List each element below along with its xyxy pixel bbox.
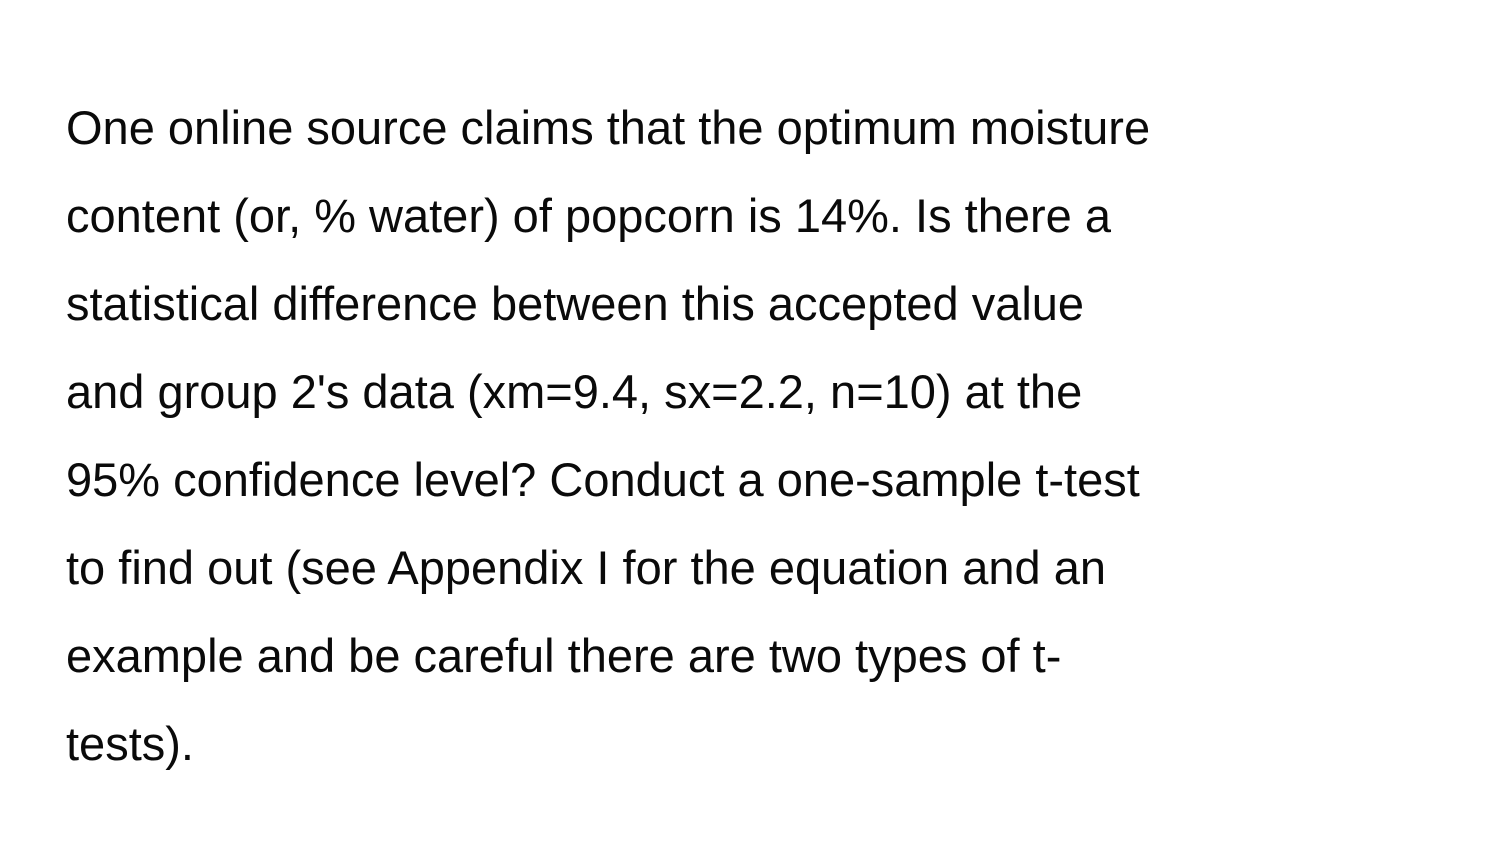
question-line: tests). — [66, 717, 194, 770]
question-line: statistical difference between this accepted value — [66, 277, 1085, 330]
question-line: and group 2's data (xm=9.4, sx=2.2, n=10) at the — [66, 365, 1083, 418]
question-line: content (or, % water) of popcorn is 14%. Is there a — [66, 189, 1111, 242]
question-line: example and be careful there are two types of t- — [66, 629, 1062, 682]
question-line: One online source claims that the optimum moisture — [66, 101, 1151, 154]
question-line: to find out (see Appendix I for the equation and an — [66, 541, 1106, 594]
question-line: 95% confidence level? Conduct a one-sample t-test — [66, 453, 1140, 506]
question-paragraph — [66, 84, 1466, 788]
